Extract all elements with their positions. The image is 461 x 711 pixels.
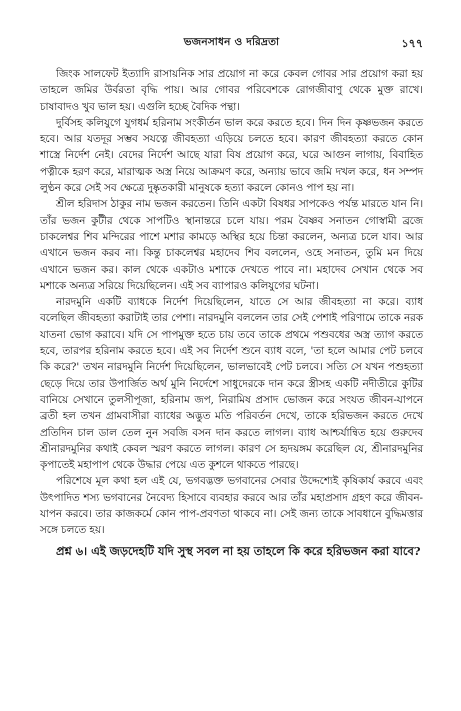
paragraph-narada-muni: নারদমুনি একটি ব্যাধকে নির্দেশ দিয়েছিলেন, যাতে সে আর জীবহত্যা না করে। ব্যাধ বলেছিল জীবহত্যা করাটাই তার পেশা। নারদমুনি বললেন তার সেই পেশাই পরিণামে তাকে নরক যাতনা ভোগ করাবে। যদি সে পাপমুক্ত হতে চায় তবে তাকে প্রথমে পশুবধের অস্ত্র ত্যাগ করতে হবে, তারপর হরিনাম করতে হবে। এই সব নির্দেশ শুনে ব্যাধ বলে, 'তা হলে আমার পেট চলবে কি করে?' তখন নারদমুনি নির্দেশ দিয়েছিলেন, ভালভাবেই পেট চলবে। সত্যি সে যখন পশুহত্যা ছেড়ে দিয়ে তার উপার্জিত অর্থ মুনি নির্দেশে সাধুদেরকে দান করে স্ত্রীসহ একটি নদীতীরে কুটির বানিয়ে সেখানে তুলসীপূজা, হরিনাম জপ, নিরামিষ প্রসাদ ভোজন করে সংযত জীবন-যাপনে ব্রতী হল তখন গ্রামবাসীরা ব্যাধের অদ্ভুত মতি পরিবর্তন দেখে, তাকে হরিভজন করতে দেখে প্রতিদিন চাল ডাল তেল নুন সবজি বসন দান করতে লাগল। ব্যাধ আশ্চর্যান্বিত হয়ে গুরুদেব শ্রীনারদমুনির কথাই কেবল স্মরণ করতে লাগল। কারণ সে হৃদয়ঙ্গম করেছিল যে, শ্রীনারদমুনির কৃপাতেই মহাপাপ থেকে উদ্ধার পেয়ে এত কুশলে থাকতে পারছে।: [40, 296, 423, 472]
paragraph-haridas-thakur: শ্রীল হরিদাস ঠাকুর নাম ভজন করতেন। তিনি একটা বিষধর সাপকেও পর্যন্ত মারতে যান নি। তাঁর ভজন কুটীর থেকে সাপটিও স্থানান্তরে চলে যায়। পরম বৈষ্ণব সনাতন গোস্বামী ব্রজে চাকলেশ্বর শিব মন্দিরের পাশে মশার কামড়ে অস্থির হয়ে চিন্তা করলেন, অন্যত্র চলে যাব। আর এখানে ভজন করব না। কিন্তু চাকলেশ্বর মহাদেব শিব বললেন, ওহে সনাতন, তুমি মন দিয়ে এখানে ভজন কর। কাল থেকে একটাও মশাকে দেখতে পাবে না। মহাদেব সেখান থেকে সব মশাকে অন্যত্র সরিয়ে দিয়েছিলেন। এই সব ব্যাপারও কলিযুগের ঘটনা।: [40, 198, 423, 292]
page-body: [40, 66, 423, 560]
running-header: [40, 35, 423, 51]
chapter-title: ভজনসাধন ও দরিদ্রতা: [183, 36, 280, 48]
paragraph-kali-yuga: দুর্বিসহ কলিযুগে যুগধর্ম হরিনাম সংকীর্তন ভাল করে করতে হবে। দিন দিন কৃষ্ণভজন করতে হবে। আর যতদূর সম্ভব সযত্নে জীবহত্যা এড়িয়ে চলতে হবে। কারণ জীবহত্যা করতে কোন শাস্ত্রে নির্দেশ নেই। বেদের নির্দেশ আছে যারা বিষ প্রয়োগ করে, ঘরে আগুন লাগায়, বিবাহিত পত্নীকে হরণ করে, মারাত্মক অস্ত্র নিয়ে আক্রমণ করে, অন্যায় ভাবে জমি দখল করে, ধন সম্পদ লুণ্ঠন করে সেই সব ক্ষেত্রে দুষ্কৃতকারী মানুষকে হত্যা করলে কোনও পাপ হয় না।: [40, 116, 423, 195]
paragraph-conclusion: পরিশেষে মূল কথা হল এই যে, ভগবদ্ভক্ত ভগবানের সেবার উদ্দেশ্যেই কৃষিকার্য করবে এবং উৎপাদিত শস্য ভগবানের নৈবেদ্য হিসাবে ব্যবহার করবে আর তাঁর মহাপ্রসাদ গ্রহণ করে জীবন-যাপন করবে। তার কাজকর্মে কোন পাপ-প্রবণতা থাকবে না। সেই জন্য তাকে সাবধানে বুদ্ধিমত্তার সঙ্গে চলতে হয়।: [40, 475, 423, 537]
paragraph-fertilizer: জিংক সালফেট ইত্যাদি রাসায়নিক সার প্রয়োগ না করে কেবল গোবর সার প্রয়োগ করা হয় তাহলে জমির উর্বরতা বৃদ্ধি পায়। আর গোবর পরিবেশকে রোগজীবাণু থেকে মুক্ত রাখে। চাষাবাদও খুব ভাল হয়। এগুলি হচ্ছে বৈদিক পন্থা।: [40, 68, 423, 113]
page-number: ১৭৭: [401, 37, 423, 50]
question-heading: প্রশ্ন ৬। এই জড়দেহটি যদি সুস্থ সবল না হয় তাহলে কি করে হরিভজন করা যাবে?: [56, 543, 421, 558]
